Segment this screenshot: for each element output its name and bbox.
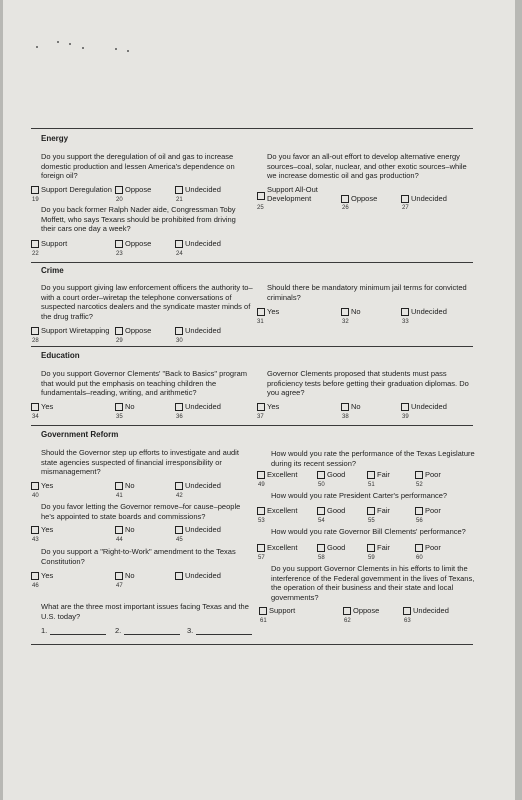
option-yes[interactable]: Yes: [31, 403, 53, 412]
question-deregulation: Do you support the deregulation of oil and gas to increase domestic production and lessen America's dependence on foreign oil?: [41, 152, 235, 181]
section-title-government-reform: Government Reform: [41, 430, 119, 439]
option-no[interactable]: No: [115, 526, 135, 535]
option-poor[interactable]: Poor: [415, 544, 441, 553]
checkbox[interactable]: [341, 308, 349, 316]
checkbox[interactable]: [317, 544, 325, 552]
section-rule: [31, 262, 473, 263]
checkbox[interactable]: [341, 403, 349, 411]
item-number: 58: [318, 555, 325, 561]
question-audit-agencies: Should the Governor step up efforts to investigate and audit state agencies suspected of financial irresponsibility or mismanagement?: [41, 448, 239, 477]
scan-speck: [82, 47, 84, 49]
checkbox[interactable]: [415, 544, 423, 552]
option-undecided[interactable]: Undecided: [403, 607, 449, 616]
question-alternative-energy: Do you favor an all-out effort to develop alternative energy sources–coal, solar, nuclear, and other exotic sources–while we increase domestic oil and gas production?: [267, 152, 467, 181]
item-number: 43: [32, 537, 39, 543]
issue-blank-1[interactable]: 1.: [41, 626, 106, 635]
item-number: 27: [402, 205, 409, 211]
option-oppose[interactable]: Oppose: [115, 327, 151, 336]
item-number: 19: [32, 197, 39, 203]
checkbox[interactable]: [31, 240, 39, 248]
checkbox[interactable]: [115, 240, 123, 248]
item-number: 37: [257, 414, 264, 420]
item-number: 30: [176, 338, 183, 344]
option-undecided[interactable]: Undecided: [175, 186, 221, 195]
checkbox[interactable]: [175, 482, 183, 490]
option-poor[interactable]: Poor: [415, 507, 441, 516]
option-excellent[interactable]: Excellent: [257, 507, 297, 516]
item-number: 36: [176, 414, 183, 420]
question-proficiency-tests: Governor Clements proposed that students must pass proficiency tests before getting their graduation diplomas. Do you agree?: [267, 369, 469, 398]
item-number: 26: [342, 205, 349, 211]
option-fair[interactable]: Fair: [367, 471, 390, 480]
question-legislature-rating: How would you rate the performance of the Texas Legislature during its recent session?: [271, 449, 475, 468]
checkbox[interactable]: [31, 327, 39, 335]
checkbox[interactable]: [343, 607, 351, 615]
question-remove-appointees: Do you favor letting the Governor remove–for cause–people he's appointed to state boards and commissions?: [41, 502, 241, 521]
option-yes[interactable]: Yes: [31, 572, 53, 581]
checkbox[interactable]: [31, 403, 39, 411]
checkbox[interactable]: [257, 544, 265, 552]
question-right-to-work: Do you support a "Right-to-Work" amendment to the Texas Constitution?: [41, 547, 236, 566]
section-rule: [31, 425, 473, 426]
option-good[interactable]: Good: [317, 471, 345, 480]
checkbox[interactable]: [115, 526, 123, 534]
item-number: 54: [318, 518, 325, 524]
scan-speck: [69, 43, 71, 45]
option-good[interactable]: Good: [317, 544, 345, 553]
option-undecided[interactable]: Undecided: [175, 327, 221, 336]
item-number: 56: [416, 518, 423, 524]
checkbox[interactable]: [401, 308, 409, 316]
section-title-education: Education: [41, 351, 80, 360]
checkbox[interactable]: [115, 403, 123, 411]
checkbox[interactable]: [31, 572, 39, 580]
section-title-energy: Energy: [41, 134, 69, 143]
option-support[interactable]: Support: [259, 607, 295, 616]
item-number: 63: [404, 618, 411, 624]
checkbox[interactable]: [31, 482, 39, 490]
checkbox[interactable]: [115, 327, 123, 335]
question-clements-rating: How would you rate Governor Bill Clements' performance?: [271, 527, 466, 536]
item-number: 25: [257, 205, 264, 211]
item-number: 40: [32, 493, 39, 499]
question-jail-terms: Should there be mandatory minimum jail terms for convicted criminals?: [267, 283, 467, 302]
option-excellent[interactable]: Excellent: [257, 471, 297, 480]
item-number: 23: [116, 251, 123, 257]
item-number: 61: [260, 618, 267, 624]
checkbox[interactable]: [403, 607, 411, 615]
item-number: 60: [416, 555, 423, 561]
checkbox[interactable]: [175, 240, 183, 248]
question-federal-interference: Do you support Governor Clements in his efforts to limit the interference of the Federal government in the lives of Texans, the operation of their business and their state and local governments?: [271, 564, 475, 602]
item-number: 55: [368, 518, 375, 524]
item-number: 32: [342, 319, 349, 325]
write-in-line[interactable]: [196, 626, 252, 635]
item-number: 46: [32, 583, 39, 589]
checkbox[interactable]: [257, 308, 265, 316]
option-undecided[interactable]: Undecided: [175, 403, 221, 412]
item-number: 28: [32, 338, 39, 344]
checkbox[interactable]: [415, 471, 423, 479]
checkbox[interactable]: [367, 471, 375, 479]
checkbox[interactable]: [415, 507, 423, 515]
option-yes[interactable]: Yes: [31, 482, 53, 491]
option-yes[interactable]: Yes: [257, 403, 279, 412]
item-number: 47: [116, 583, 123, 589]
option-undecided[interactable]: Undecided: [175, 572, 221, 581]
questionnaire-page: [3, 0, 515, 800]
option-fair[interactable]: Fair: [367, 507, 390, 516]
option-oppose[interactable]: Oppose: [115, 240, 151, 249]
checkbox[interactable]: [257, 192, 265, 200]
item-number: 41: [116, 493, 123, 499]
option-no[interactable]: No: [115, 572, 135, 581]
item-number: 52: [416, 482, 423, 488]
checkbox[interactable]: [259, 607, 267, 615]
section-rule: [31, 346, 473, 347]
option-undecided[interactable]: Undecided: [401, 403, 447, 412]
item-number: 24: [176, 251, 183, 257]
option-fair[interactable]: Fair: [367, 544, 390, 553]
question-back-to-basics: Do you support Governor Clements' "Back to Basics" program that would put the emphasis on teaching children the fundamentals–reading, writing, and arithmetic?: [41, 369, 248, 398]
item-number: 45: [176, 537, 183, 543]
item-number: 50: [318, 482, 325, 488]
option-support-wiretapping[interactable]: Support Wiretapping: [31, 327, 109, 336]
issue-blank-3[interactable]: 3.: [187, 626, 252, 635]
option-undecided[interactable]: Undecided: [401, 195, 447, 204]
item-number: 21: [176, 197, 183, 203]
checkbox[interactable]: [115, 482, 123, 490]
scan-speck: [127, 50, 129, 52]
item-number: 53: [258, 518, 265, 524]
checkbox[interactable]: [175, 572, 183, 580]
issue-blank-2[interactable]: 2.: [115, 626, 180, 635]
checkbox[interactable]: [175, 327, 183, 335]
checkbox[interactable]: [341, 195, 349, 203]
item-number: 22: [32, 251, 39, 257]
option-undecided[interactable]: Undecided: [175, 482, 221, 491]
section-rule: [31, 644, 473, 645]
option-yes[interactable]: Yes: [257, 308, 279, 317]
checkbox[interactable]: [317, 507, 325, 515]
option-support-allout[interactable]: Support All-Out Development: [257, 186, 327, 203]
item-number: 51: [368, 482, 375, 488]
option-no[interactable]: No: [115, 482, 135, 491]
option-poor[interactable]: Poor: [415, 471, 441, 480]
checkbox[interactable]: [175, 526, 183, 534]
item-number: 62: [344, 618, 351, 624]
option-undecided[interactable]: Undecided: [175, 526, 221, 535]
item-number: 44: [116, 537, 123, 543]
item-number: 59: [368, 555, 375, 561]
option-good[interactable]: Good: [317, 507, 345, 516]
scan-speck: [115, 48, 117, 50]
item-number: 29: [116, 338, 123, 344]
item-number: 42: [176, 493, 183, 499]
option-undecided[interactable]: Undecided: [175, 240, 221, 249]
section-title-crime: Crime: [41, 266, 64, 275]
option-oppose[interactable]: Oppose: [115, 186, 151, 195]
question-wiretap: Do you support giving law enforcement officers the authority to–with a court order–wiretap the telephone conversations of suspected narcotics dealers and the syndicate master minds of the drug traffic?: [41, 283, 253, 321]
checkbox[interactable]: [115, 186, 123, 194]
checkbox[interactable]: [317, 471, 325, 479]
item-number: 33: [402, 319, 409, 325]
option-excellent[interactable]: Excellent: [257, 544, 297, 553]
checkbox[interactable]: [31, 526, 39, 534]
item-number: 38: [342, 414, 349, 420]
item-number: 57: [258, 555, 265, 561]
item-number: 35: [116, 414, 123, 420]
checkbox[interactable]: [401, 403, 409, 411]
option-support[interactable]: Support: [31, 240, 67, 249]
checkbox[interactable]: [257, 507, 265, 515]
checkbox[interactable]: [367, 507, 375, 515]
item-number: 20: [116, 197, 123, 203]
item-number: 39: [402, 414, 409, 420]
checkbox[interactable]: [401, 195, 409, 203]
option-support-deregulation[interactable]: Support Deregulation: [31, 186, 112, 195]
question-carter-rating: How would you rate President Carter's performance?: [271, 491, 448, 500]
checkbox[interactable]: [257, 403, 265, 411]
option-no[interactable]: No: [115, 403, 135, 412]
write-in-line[interactable]: [50, 626, 106, 635]
option-yes[interactable]: Yes: [31, 526, 53, 535]
question-important-issues: What are the three most important issues facing Texas and the U.S. today?: [41, 602, 249, 621]
checkbox[interactable]: [175, 186, 183, 194]
write-in-line[interactable]: [124, 626, 180, 635]
item-number: 49: [258, 482, 265, 488]
checkbox[interactable]: [31, 186, 39, 194]
checkbox[interactable]: [175, 403, 183, 411]
question-moffett: Do you back former Ralph Nader aide, Congressman Toby Moffett, who says Texans should be prohibited from driving their cars one day a week?: [41, 205, 236, 234]
scan-speck: [36, 46, 38, 48]
option-undecided[interactable]: Undecided: [401, 308, 447, 317]
option-oppose[interactable]: Oppose: [343, 607, 379, 616]
item-number: 31: [257, 319, 264, 325]
scan-speck: [57, 41, 59, 43]
item-number: 34: [32, 414, 39, 420]
option-no[interactable]: No: [341, 308, 361, 317]
checkbox[interactable]: [367, 544, 375, 552]
checkbox[interactable]: [257, 471, 265, 479]
checkbox[interactable]: [115, 572, 123, 580]
option-no[interactable]: No: [341, 403, 361, 412]
section-rule: [31, 128, 473, 129]
option-oppose[interactable]: Oppose: [341, 195, 377, 204]
